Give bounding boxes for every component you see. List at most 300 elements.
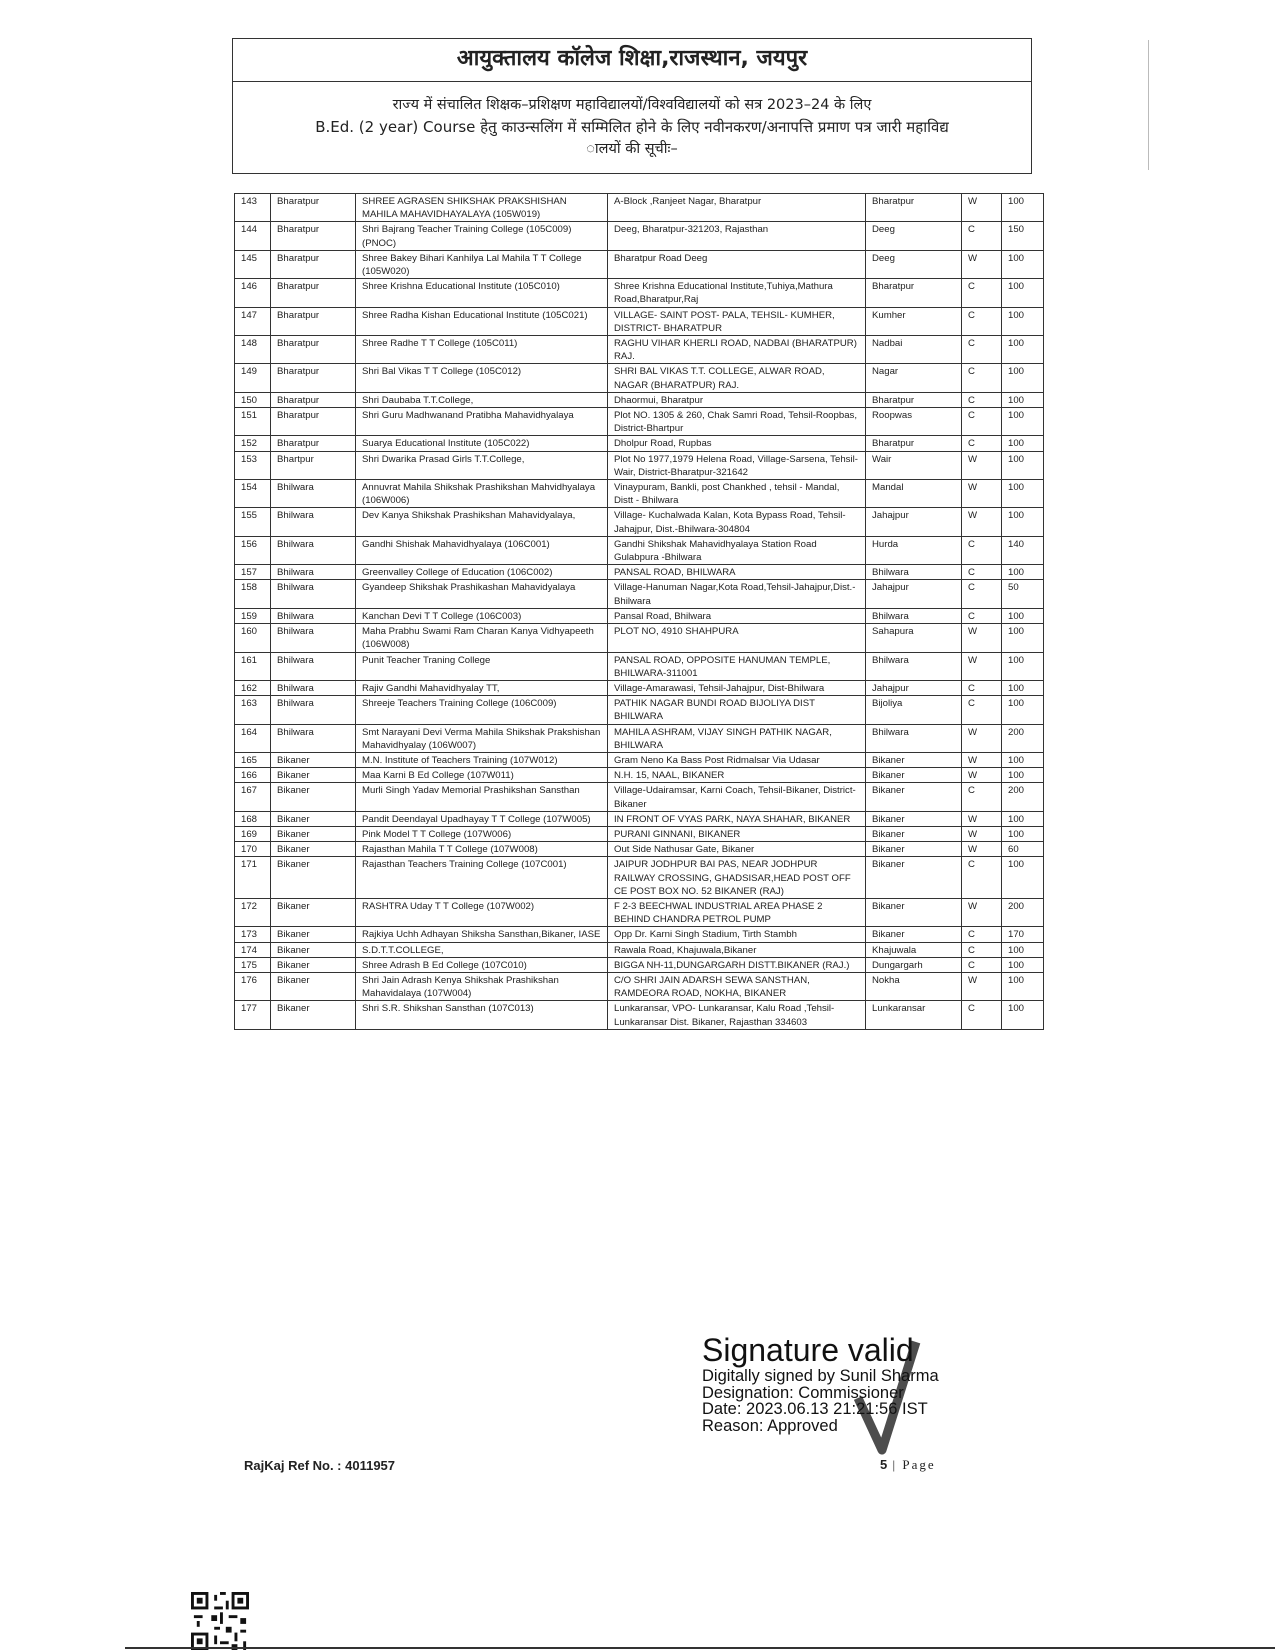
cell-seats: 100 — [1002, 451, 1044, 479]
cell-type: C — [962, 608, 1002, 623]
cell-district: Bikaner — [271, 842, 356, 857]
table-row — [235, 451, 1044, 479]
cell-college-name: Shri Jain Adrash Kenya Shikshak Prashikshan Mahavidalaya (107W004) — [356, 972, 608, 1000]
cell-type: C — [962, 783, 1002, 811]
cell-type: C — [962, 279, 1002, 307]
table-row — [235, 536, 1044, 564]
cell-district: Bikaner — [271, 811, 356, 826]
table-row — [235, 408, 1044, 436]
cell-place: Deeg — [866, 222, 962, 250]
cell-type: C — [962, 580, 1002, 608]
cell-college-name: Shree Radhe T T College (105C011) — [356, 336, 608, 364]
cell-type: W — [962, 972, 1002, 1000]
table-row — [235, 857, 1044, 899]
cell-district: Bharatpur — [271, 364, 356, 392]
cell-college-name: Annuvrat Mahila Shikshak Prashikshan Mahvidhyalaya (106W006) — [356, 480, 608, 508]
cell-seats: 100 — [1002, 364, 1044, 392]
table-row — [235, 972, 1044, 1000]
cell-type: W — [962, 250, 1002, 278]
cell-seats: 100 — [1002, 436, 1044, 451]
cell-district: Bharatpur — [271, 336, 356, 364]
table-row — [235, 565, 1044, 580]
cell-place: Bikaner — [866, 752, 962, 767]
cell-place: Bharatpur — [866, 392, 962, 407]
cell-place: Bikaner — [866, 783, 962, 811]
cell-seats: 100 — [1002, 250, 1044, 278]
cell-place: Jahajpur — [866, 680, 962, 695]
table-row — [235, 392, 1044, 407]
table-row — [235, 696, 1044, 724]
cell-type: C — [962, 536, 1002, 564]
cell-district: Bharatpur — [271, 250, 356, 278]
header-subtitle — [233, 82, 1031, 160]
cell-district: Bikaner — [271, 768, 356, 783]
cell-seats: 100 — [1002, 1001, 1044, 1029]
cell-serial: 152 — [235, 436, 271, 451]
cell-serial: 167 — [235, 783, 271, 811]
cell-type: C — [962, 957, 1002, 972]
cell-seats: 100 — [1002, 608, 1044, 623]
cell-address: Shree Krishna Educational Institute,Tuhiya,Mathura Road,Bharatpur,Raj — [608, 279, 866, 307]
cell-type: W — [962, 624, 1002, 652]
cell-address: PLOT NO, 4910 SHAHPURA — [608, 624, 866, 652]
cell-serial: 159 — [235, 608, 271, 623]
cell-place: Nokha — [866, 972, 962, 1000]
cell-type: W — [962, 480, 1002, 508]
cell-place: Bhilwara — [866, 608, 962, 623]
cell-district: Bikaner — [271, 927, 356, 942]
cell-place: Sahapura — [866, 624, 962, 652]
cell-college-name: Greenvalley College of Education (106C002) — [356, 565, 608, 580]
cell-place: Bijoliya — [866, 696, 962, 724]
cell-place: Jahajpur — [866, 580, 962, 608]
cell-seats: 100 — [1002, 826, 1044, 841]
cell-seats: 100 — [1002, 336, 1044, 364]
cell-type: W — [962, 652, 1002, 680]
cell-seats: 100 — [1002, 972, 1044, 1000]
page-word: | Page — [892, 1457, 936, 1472]
cell-type: W — [962, 768, 1002, 783]
signature-check-icon — [852, 1338, 922, 1458]
cell-college-name: Shri Guru Madhwanand Pratibha Mahavidhyalaya — [356, 408, 608, 436]
cell-district: Bhilwara — [271, 724, 356, 752]
cell-college-name: Pink Model T T College (107W006) — [356, 826, 608, 841]
cell-college-name: Rajkiya Uchh Adhayan Shiksha Sansthan,Bikaner, IASE — [356, 927, 608, 942]
cell-type: C — [962, 436, 1002, 451]
cell-address: Rawala Road, Khajuwala,Bikaner — [608, 942, 866, 957]
cell-seats: 100 — [1002, 857, 1044, 899]
cell-serial: 158 — [235, 580, 271, 608]
table-row — [235, 580, 1044, 608]
table-row — [235, 608, 1044, 623]
cell-college-name: Rajasthan Mahila T T College (107W008) — [356, 842, 608, 857]
cell-district: Bhilwara — [271, 580, 356, 608]
cell-address: Village- Kuchalwada Kalan, Kota Bypass Road, Tehsil- Jahajpur, Dist.-Bhilwara-304804 — [608, 508, 866, 536]
cell-district: Bhilwara — [271, 624, 356, 652]
cell-address: Pansal Road, Bhilwara — [608, 608, 866, 623]
cell-type: W — [962, 811, 1002, 826]
cell-type: C — [962, 307, 1002, 335]
cell-seats: 100 — [1002, 565, 1044, 580]
cell-serial: 155 — [235, 508, 271, 536]
cell-college-name: Suarya Educational Institute (105C022) — [356, 436, 608, 451]
table-row — [235, 842, 1044, 857]
cell-place: Dungargarh — [866, 957, 962, 972]
cell-college-name: Shree Adrash B Ed College (107C010) — [356, 957, 608, 972]
cell-type: C — [962, 1001, 1002, 1029]
cell-college-name: Shri S.R. Shikshan Sansthan (107C013) — [356, 1001, 608, 1029]
cell-address: Village-Amarawasi, Tehsil-Jahajpur, Dist-Bhilwara — [608, 680, 866, 695]
cell-district: Bikaner — [271, 942, 356, 957]
cell-district: Bhilwara — [271, 480, 356, 508]
cell-serial: 166 — [235, 768, 271, 783]
cell-serial: 176 — [235, 972, 271, 1000]
cell-type: C — [962, 680, 1002, 695]
cell-address: Bharatpur Road Deeg — [608, 250, 866, 278]
cell-type: W — [962, 842, 1002, 857]
cell-place: Lunkaransar — [866, 1001, 962, 1029]
table-row — [235, 898, 1044, 926]
cell-address: BIGGA NH-11,DUNGARGARH DISTT.BIKANER (RAJ.) — [608, 957, 866, 972]
cell-seats: 100 — [1002, 942, 1044, 957]
cell-type: C — [962, 392, 1002, 407]
cell-address: SHRI BAL VIKAS T.T. COLLEGE, ALWAR ROAD, NAGAR (BHARATPUR) RAJ. — [608, 364, 866, 392]
table-row — [235, 436, 1044, 451]
cell-serial: 174 — [235, 942, 271, 957]
cell-serial: 150 — [235, 392, 271, 407]
table-row — [235, 957, 1044, 972]
cell-college-name: Shri Daubaba T.T.College, — [356, 392, 608, 407]
cell-college-name: Shreeje Teachers Training College (106C009) — [356, 696, 608, 724]
cell-place: Roopwas — [866, 408, 962, 436]
cell-place: Bikaner — [866, 927, 962, 942]
cell-address: RAGHU VIHAR KHERLI ROAD, NADBAI (BHARATPUR) RAJ. — [608, 336, 866, 364]
cell-serial: 143 — [235, 194, 271, 222]
bottom-rule — [125, 1647, 1275, 1649]
table-row — [235, 364, 1044, 392]
cell-college-name: S.D.T.T.COLLEGE, — [356, 942, 608, 957]
cell-place: Hurda — [866, 536, 962, 564]
cell-serial: 173 — [235, 927, 271, 942]
table-row — [235, 480, 1044, 508]
cell-district: Bharatpur — [271, 194, 356, 222]
cell-serial: 162 — [235, 680, 271, 695]
cell-college-name: Kanchan Devi T T College (106C003) — [356, 608, 608, 623]
cell-district: Bharatpur — [271, 307, 356, 335]
table-row — [235, 927, 1044, 942]
cell-college-name: RASHTRA Uday T T College (107W002) — [356, 898, 608, 926]
cell-serial: 172 — [235, 898, 271, 926]
cell-district: Bhilwara — [271, 536, 356, 564]
cell-serial: 144 — [235, 222, 271, 250]
cell-place: Wair — [866, 451, 962, 479]
cell-place: Bikaner — [866, 768, 962, 783]
signature-title: Signature valid — [702, 1332, 914, 1368]
table-row — [235, 752, 1044, 767]
header-line-2: B.Ed. (2 year) Course हेतु काउन्सलिंग में सम्मिलित होने के लिए नवीनकरण/अनापत्ति प्रमाण पत्र जारी महाविद्य — [315, 118, 949, 136]
cell-type: C — [962, 857, 1002, 899]
cell-seats: 200 — [1002, 898, 1044, 926]
cell-address: Dholpur Road, Rupbas — [608, 436, 866, 451]
table-row — [235, 826, 1044, 841]
cell-district: Bikaner — [271, 826, 356, 841]
cell-address: N.H. 15, NAAL, BIKANER — [608, 768, 866, 783]
table-row — [235, 724, 1044, 752]
table-row — [235, 652, 1044, 680]
margin-mark — [1148, 40, 1149, 170]
cell-college-name: M.N. Institute of Teachers Training (107W012) — [356, 752, 608, 767]
rajkaj-ref: RajKaj Ref No. : 4011957 — [244, 1458, 396, 1473]
cell-address: Village-Hanuman Nagar,Kota Road,Tehsil-Jahajpur,Dist.-Bhilwara — [608, 580, 866, 608]
cell-serial: 148 — [235, 336, 271, 364]
table-row — [235, 307, 1044, 335]
cell-serial: 163 — [235, 696, 271, 724]
cell-college-name: Pandit Deendayal Upadhayay T T College (107W005) — [356, 811, 608, 826]
table-row — [235, 194, 1044, 222]
cell-serial: 164 — [235, 724, 271, 752]
document-header — [232, 38, 1032, 174]
cell-serial: 177 — [235, 1001, 271, 1029]
cell-seats: 100 — [1002, 957, 1044, 972]
cell-seats: 100 — [1002, 624, 1044, 652]
cell-district: Bikaner — [271, 957, 356, 972]
cell-place: Bhilwara — [866, 724, 962, 752]
cell-college-name: Punit Teacher Traning College — [356, 652, 608, 680]
cell-address: MAHILA ASHRAM, VIJAY SINGH PATHIK NAGAR, BHILWARA — [608, 724, 866, 752]
cell-seats: 100 — [1002, 480, 1044, 508]
cell-district: Bikaner — [271, 857, 356, 899]
cell-type: W — [962, 194, 1002, 222]
cell-seats: 50 — [1002, 580, 1044, 608]
table-row — [235, 624, 1044, 652]
cell-address: Opp Dr. Karni Singh Stadium, Tirth Stambh — [608, 927, 866, 942]
cell-type: W — [962, 752, 1002, 767]
cell-seats: 140 — [1002, 536, 1044, 564]
table-row — [235, 783, 1044, 811]
cell-district: Bhilwara — [271, 508, 356, 536]
cell-seats: 150 — [1002, 222, 1044, 250]
cell-college-name: Shri Bajrang Teacher Training College (105C009) (PNOC) — [356, 222, 608, 250]
cell-seats: 100 — [1002, 508, 1044, 536]
cell-address: Out Side Nathusar Gate, Bikaner — [608, 842, 866, 857]
cell-type: W — [962, 898, 1002, 926]
cell-college-name: Maa Karni B Ed College (107W011) — [356, 768, 608, 783]
cell-district: Bikaner — [271, 783, 356, 811]
cell-seats: 100 — [1002, 811, 1044, 826]
cell-seats: 60 — [1002, 842, 1044, 857]
cell-place: Jahajpur — [866, 508, 962, 536]
cell-college-name: Shree Radha Kishan Educational Institute (105C021) — [356, 307, 608, 335]
cell-place: Bikaner — [866, 842, 962, 857]
cell-type: C — [962, 942, 1002, 957]
table-row — [235, 680, 1044, 695]
cell-seats: 100 — [1002, 279, 1044, 307]
cell-district: Bharatpur — [271, 279, 356, 307]
cell-place: Nadbai — [866, 336, 962, 364]
cell-address: Deeg, Bharatpur-321203, Rajasthan — [608, 222, 866, 250]
qr-code-icon — [190, 1592, 250, 1650]
cell-seats: 100 — [1002, 392, 1044, 407]
cell-address: PURANI GINNANI, BIKANER — [608, 826, 866, 841]
cell-serial: 149 — [235, 364, 271, 392]
cell-seats: 100 — [1002, 680, 1044, 695]
signature-reason: Reason: Approved — [702, 1416, 838, 1435]
cell-district: Bhartpur — [271, 451, 356, 479]
cell-address: PANSAL ROAD, OPPOSITE HANUMAN TEMPLE, BHILWARA-311001 — [608, 652, 866, 680]
cell-college-name: Shri Bal Vikas T T College (105C012) — [356, 364, 608, 392]
signature-signed-by: Digitally signed by Sunil Sharma — [702, 1367, 939, 1385]
page-number-value: 5 — [880, 1457, 888, 1472]
cell-address: Vinaypuram, Bankli, post Chankhed , tehsil - Mandal, Distt - Bhilwara — [608, 480, 866, 508]
cell-place: Mandal — [866, 480, 962, 508]
cell-college-name: Shree Krishna Educational Institute (105C010) — [356, 279, 608, 307]
table-row — [235, 508, 1044, 536]
cell-college-name: Smt Narayani Devi Verma Mahila Shikshak Prakshishan Mahavidhyalay (106W007) — [356, 724, 608, 752]
cell-seats: 100 — [1002, 696, 1044, 724]
cell-address: Lunkaransar, VPO- Lunkaransar, Kalu Road ,Tehsil- Lunkaransar Dist. Bikaner, Rajasthan 334603 — [608, 1001, 866, 1029]
cell-district: Bhilwara — [271, 696, 356, 724]
cell-address: Plot NO. 1305 & 260, Chak Samri Road, Tehsil-Roopbas, District-Bhartpur — [608, 408, 866, 436]
digital-signature — [702, 1332, 972, 1462]
cell-serial: 169 — [235, 826, 271, 841]
cell-seats: 100 — [1002, 652, 1044, 680]
cell-address: A-Block ,Ranjeet Nagar, Bharatpur — [608, 194, 866, 222]
header-line-3: ालयों की सूचीः– — [586, 141, 678, 157]
cell-type: W — [962, 451, 1002, 479]
cell-serial: 147 — [235, 307, 271, 335]
cell-type: W — [962, 826, 1002, 841]
cell-district: Bharatpur — [271, 392, 356, 407]
cell-district: Bhilwara — [271, 565, 356, 580]
cell-address: Dhaormui, Bharatpur — [608, 392, 866, 407]
cell-serial: 156 — [235, 536, 271, 564]
cell-place: Bikaner — [866, 898, 962, 926]
cell-place: Deeg — [866, 250, 962, 278]
cell-type: C — [962, 927, 1002, 942]
table-row — [235, 811, 1044, 826]
cell-place: Bikaner — [866, 811, 962, 826]
cell-college-name: Gandhi Shishak Mahavidhyalaya (106C001) — [356, 536, 608, 564]
cell-seats: 100 — [1002, 307, 1044, 335]
cell-district: Bhilwara — [271, 680, 356, 695]
cell-serial: 170 — [235, 842, 271, 857]
cell-serial: 154 — [235, 480, 271, 508]
cell-type: W — [962, 508, 1002, 536]
cell-address: PANSAL ROAD, BHILWARA — [608, 565, 866, 580]
cell-serial: 145 — [235, 250, 271, 278]
cell-address: IN FRONT OF VYAS PARK, NAYA SHAHAR, BIKANER — [608, 811, 866, 826]
cell-type: W — [962, 724, 1002, 752]
cell-seats: 100 — [1002, 194, 1044, 222]
cell-serial: 153 — [235, 451, 271, 479]
cell-place: Bharatpur — [866, 436, 962, 451]
page-number — [880, 1457, 936, 1473]
cell-place: Bikaner — [866, 826, 962, 841]
cell-district: Bharatpur — [271, 408, 356, 436]
header-line-1: राज्य में संचालित शिक्षक–प्रशिक्षण महाविद्यालयों/विश्वविद्यालयों को सत्र 2023–24 के लिए — [392, 97, 872, 113]
cell-district: Bikaner — [271, 972, 356, 1000]
cell-district: Bhilwara — [271, 652, 356, 680]
cell-district: Bharatpur — [271, 436, 356, 451]
cell-serial: 171 — [235, 857, 271, 899]
cell-district: Bharatpur — [271, 222, 356, 250]
college-list-table — [234, 193, 1044, 1030]
table-row — [235, 768, 1044, 783]
cell-seats: 100 — [1002, 768, 1044, 783]
cell-college-name: Rajiv Gandhi Mahavidhyalay TT, — [356, 680, 608, 695]
cell-address: JAIPUR JODHPUR BAI PAS, NEAR JODHPUR RAILWAY CROSSING, GHADSISAR,HEAD POST OFF CE POST BOX NO. 52 BIKANER (RAJ) — [608, 857, 866, 899]
cell-serial: 168 — [235, 811, 271, 826]
cell-serial: 146 — [235, 279, 271, 307]
cell-college-name: Dev Kanya Shikshak Prashikshan Mahavidyalaya, — [356, 508, 608, 536]
cell-serial: 161 — [235, 652, 271, 680]
header-title: आयुक्तालय कॉलेज शिक्षा,राजस्थान, जयपुर — [233, 39, 1031, 82]
cell-place: Bikaner — [866, 857, 962, 899]
cell-serial: 157 — [235, 565, 271, 580]
cell-college-name: Maha Prabhu Swami Ram Charan Kanya Vidhyapeeth (106W008) — [356, 624, 608, 652]
cell-address: F 2-3 BEECHWAL INDUSTRIAL AREA PHASE 2 BEHIND CHANDRA PETROL PUMP — [608, 898, 866, 926]
cell-address: Gram Neno Ka Bass Post Ridmalsar Via Udasar — [608, 752, 866, 767]
cell-place: Bharatpur — [866, 194, 962, 222]
cell-place: Bharatpur — [866, 279, 962, 307]
cell-place: Nagar — [866, 364, 962, 392]
cell-serial: 160 — [235, 624, 271, 652]
cell-seats: 200 — [1002, 724, 1044, 752]
cell-address: VILLAGE- SAINT POST- PALA, TEHSIL- KUMHER, DISTRICT- BHARATPUR — [608, 307, 866, 335]
cell-seats: 100 — [1002, 752, 1044, 767]
signature-date: Date: 2023.06.13 21:21:56 IST — [702, 1400, 928, 1418]
cell-seats: 170 — [1002, 927, 1044, 942]
cell-type: C — [962, 222, 1002, 250]
cell-serial: 165 — [235, 752, 271, 767]
table-row — [235, 222, 1044, 250]
cell-district: Bikaner — [271, 1001, 356, 1029]
cell-address: Village-Udairamsar, Karni Coach, Tehsil-Bikaner, District-Bikaner — [608, 783, 866, 811]
cell-seats: 200 — [1002, 783, 1044, 811]
cell-serial: 151 — [235, 408, 271, 436]
cell-district: Bikaner — [271, 752, 356, 767]
cell-college-name: Shree Bakey Bihari Kanhilya Lal Mahila T T College (105W020) — [356, 250, 608, 278]
cell-type: C — [962, 364, 1002, 392]
cell-college-name: Gyandeep Shikshak Prashikashan Mahavidyalaya — [356, 580, 608, 608]
cell-address: Plot No 1977,1979 Helena Road, Village-Sarsena, Tehsil-Wair, District-Bharatpur-321642 — [608, 451, 866, 479]
cell-college-name: Shri Dwarika Prasad Girls T.T.College, — [356, 451, 608, 479]
cell-type: C — [962, 565, 1002, 580]
signature-designation: Designation: Commissioner — [702, 1383, 904, 1402]
cell-seats: 100 — [1002, 408, 1044, 436]
cell-district: Bikaner — [271, 898, 356, 926]
cell-place: Khajuwala — [866, 942, 962, 957]
table-row — [235, 942, 1044, 957]
cell-type: C — [962, 408, 1002, 436]
cell-college-name: Rajasthan Teachers Training College (107C001) — [356, 857, 608, 899]
cell-address: C/O SHRI JAIN ADARSH SEWA SANSTHAN, RAMDEORA ROAD, NOKHA, BIKANER — [608, 972, 866, 1000]
cell-place: Bhilwara — [866, 565, 962, 580]
cell-address: PATHIK NAGAR BUNDI ROAD BIJOLIYA DIST BHILWARA — [608, 696, 866, 724]
cell-type: C — [962, 336, 1002, 364]
table-row — [235, 279, 1044, 307]
cell-type: C — [962, 696, 1002, 724]
cell-address: Gandhi Shikshak Mahavidhyalaya Station Road Gulabpura -Bhilwara — [608, 536, 866, 564]
table-row — [235, 250, 1044, 278]
cell-place: Bhilwara — [866, 652, 962, 680]
cell-serial: 175 — [235, 957, 271, 972]
cell-place: Kumher — [866, 307, 962, 335]
table-row — [235, 1001, 1044, 1029]
cell-college-name: SHREE AGRASEN SHIKSHAK PRAKSHISHAN MAHILA MAHAVIDHAYALAYA (105W019) — [356, 194, 608, 222]
table-row — [235, 336, 1044, 364]
cell-college-name: Murli Singh Yadav Memorial Prashikshan Sansthan — [356, 783, 608, 811]
